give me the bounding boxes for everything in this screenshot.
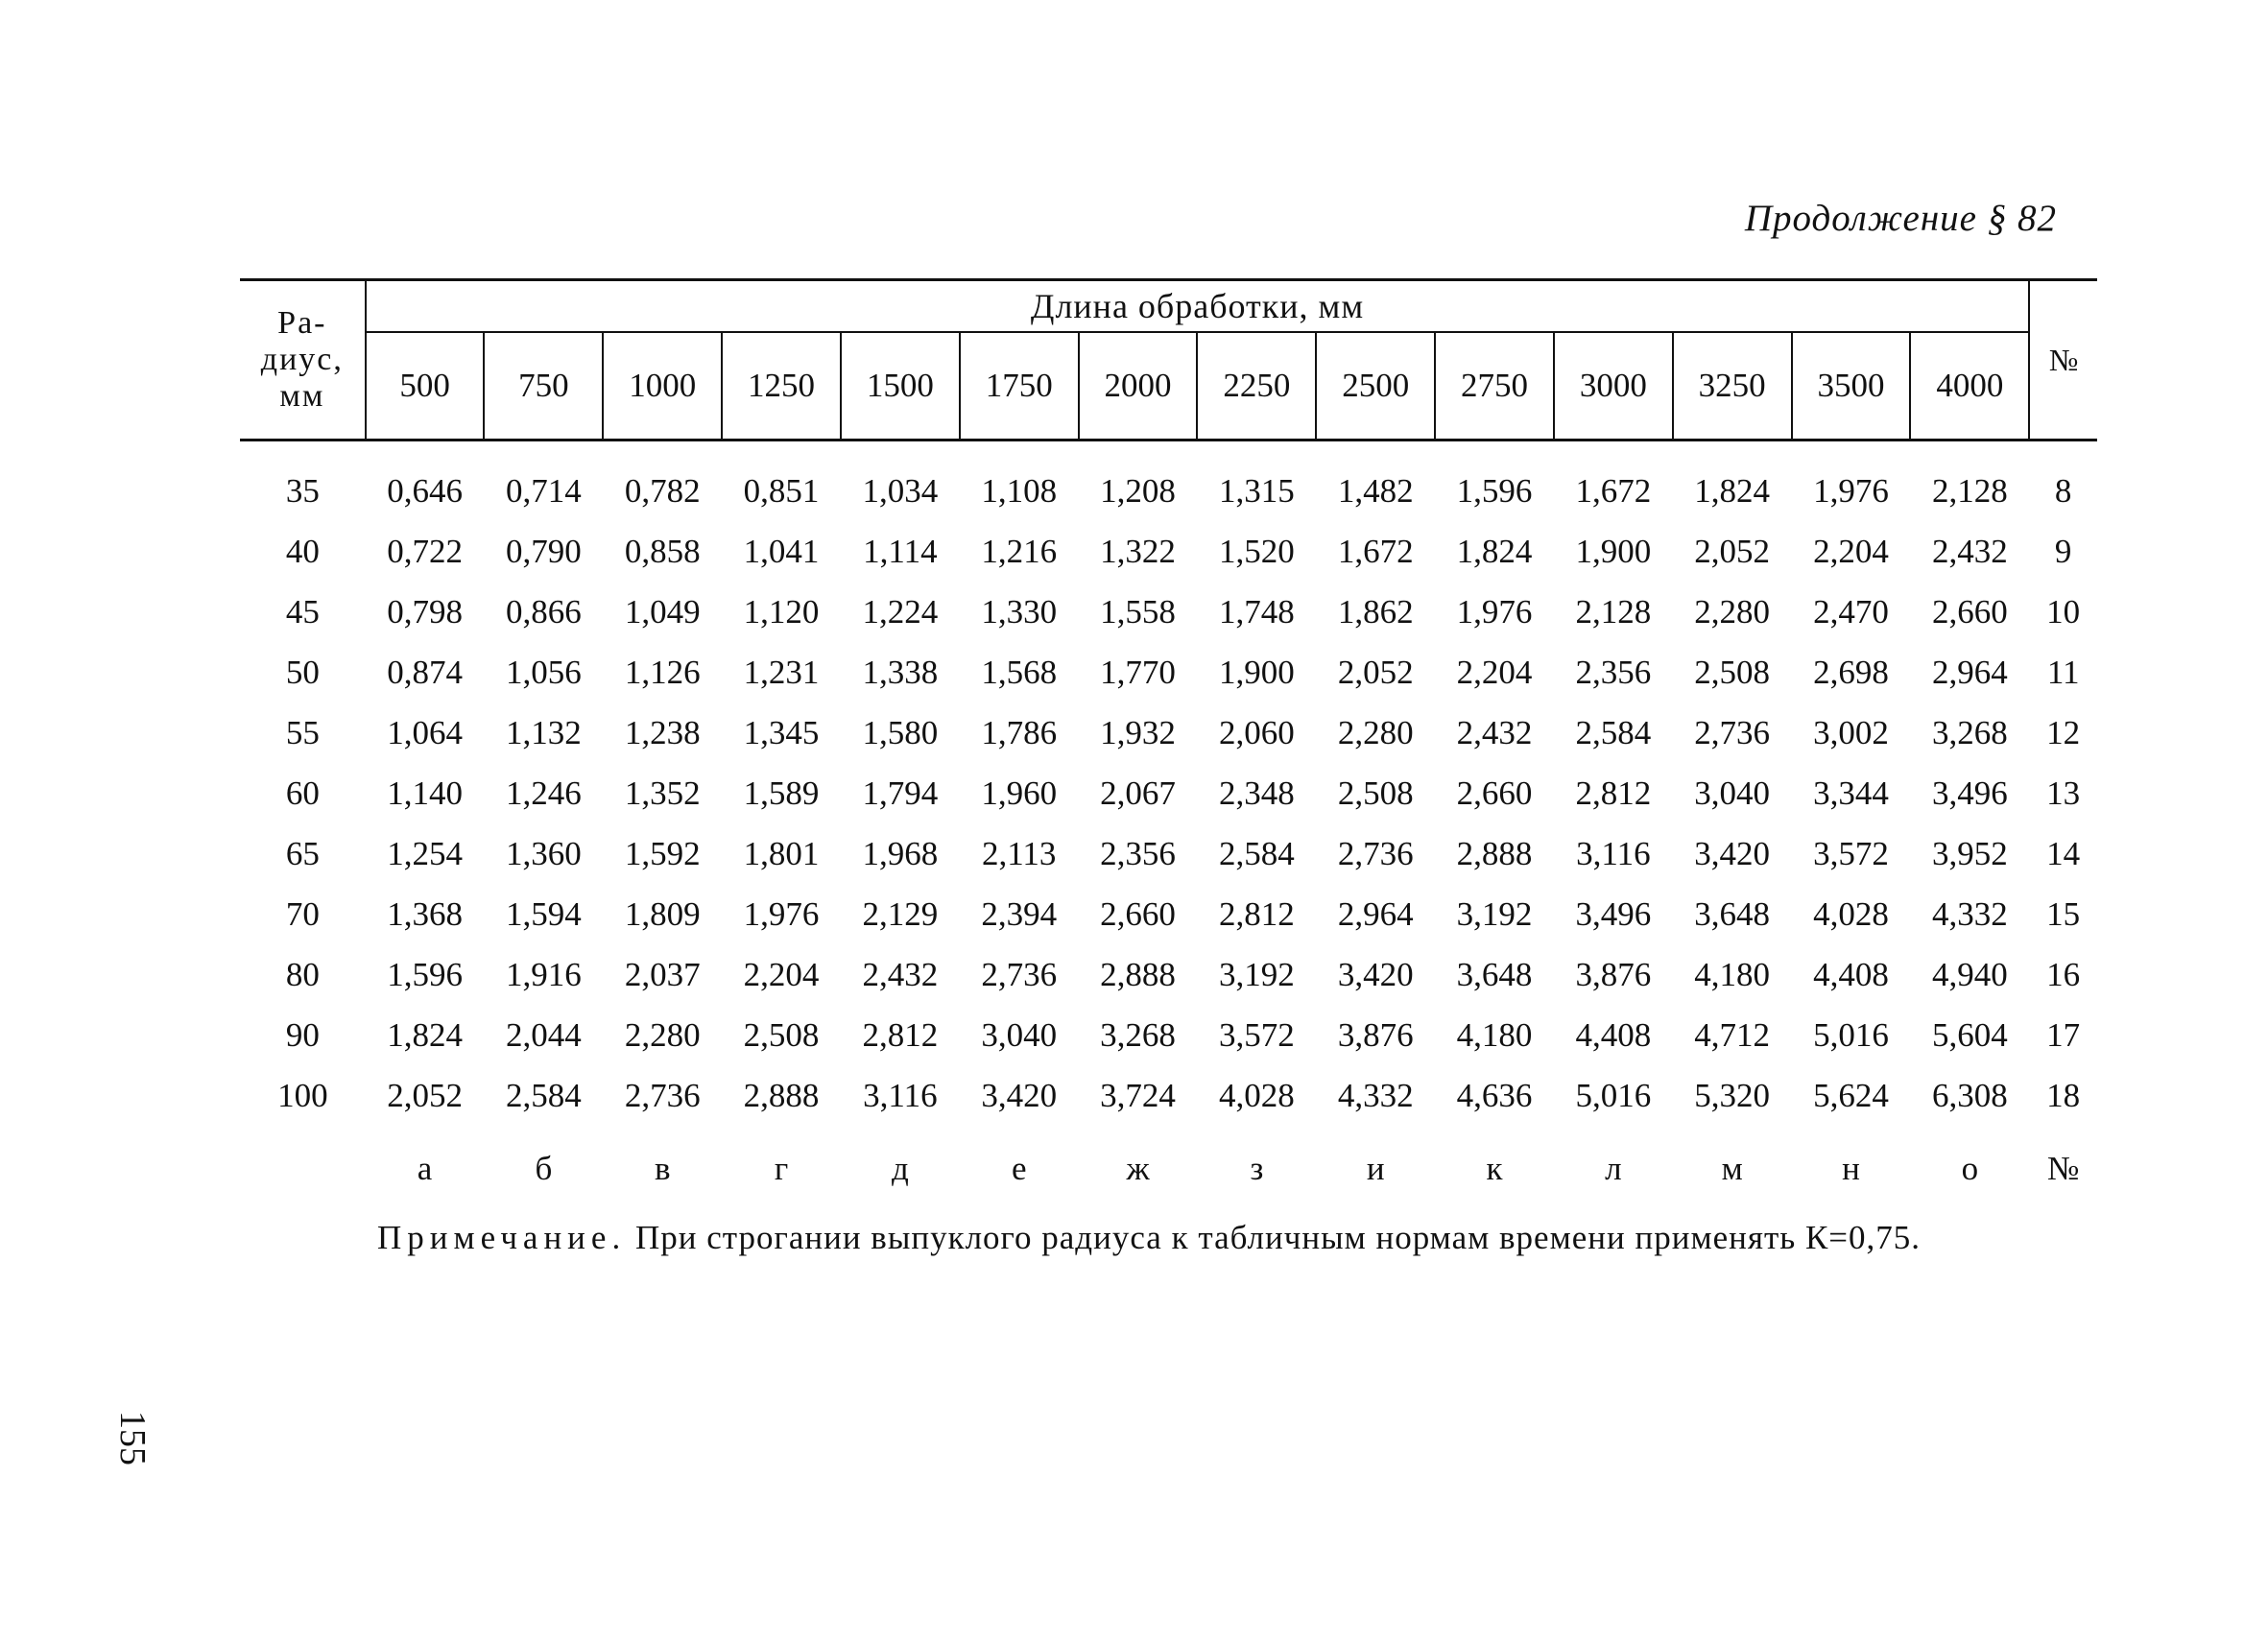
value-cell: 1,801 (743, 834, 820, 872)
value-cell: 0,874 (387, 653, 463, 691)
radius-cell: 35 (285, 471, 320, 510)
value-cell: 2,037 (624, 955, 701, 993)
table-row (240, 884, 2097, 944)
radius-header-line-1: Ра- (277, 305, 327, 341)
value-cell: 3,192 (1456, 894, 1533, 933)
value-cell: 3,040 (1694, 774, 1771, 812)
value-cell: 5,016 (1813, 1015, 1889, 1054)
length-header-cell: 2750 (1435, 332, 1554, 441)
note-label: Примечание. (377, 1219, 627, 1256)
value-cell: 2,888 (1456, 834, 1533, 872)
value-cell: 1,520 (1218, 532, 1295, 570)
value-cell: 3,116 (863, 1076, 938, 1114)
table-row (240, 521, 2097, 582)
value-cell: 2,698 (1813, 653, 1889, 691)
table-row (240, 1065, 2097, 1126)
row-number-cell: 13 (2046, 774, 2081, 812)
value-cell: 1,338 (862, 653, 939, 691)
value-cell: 2,052 (387, 1076, 463, 1114)
value-cell: 2,964 (1337, 894, 1414, 933)
value-cell: 1,049 (624, 592, 701, 631)
table-body (240, 441, 2097, 1213)
radius-cell: 60 (285, 774, 320, 812)
radius-cell: 40 (285, 532, 320, 570)
value-cell: 1,034 (862, 471, 939, 510)
value-cell: 2,204 (1456, 653, 1533, 691)
value-cell: 5,604 (1932, 1015, 2008, 1054)
value-cell: 1,246 (506, 774, 582, 812)
value-cell: 3,572 (1218, 1015, 1295, 1054)
value-cell: 1,120 (743, 592, 820, 631)
radius-header-line-2: диус, (260, 342, 344, 377)
radius-cell: 80 (285, 955, 320, 993)
value-cell: 4,712 (1694, 1015, 1771, 1054)
value-cell: 1,900 (1575, 532, 1652, 570)
value-cell: 4,940 (1932, 955, 2008, 993)
value-cell: 2,128 (1575, 592, 1652, 631)
value-cell: 1,824 (387, 1015, 463, 1054)
time-norms-table (240, 278, 2097, 1212)
length-header-cell: 1000 (603, 332, 722, 441)
value-cell: 2,204 (743, 955, 820, 993)
value-cell: 1,126 (624, 653, 701, 691)
radius-header-line-3: мм (279, 378, 325, 414)
value-cell: 2,736 (981, 955, 1058, 993)
row-number-cell: 10 (2046, 592, 2081, 631)
value-cell: 1,976 (743, 894, 820, 933)
value-cell: 1,932 (1100, 713, 1176, 751)
table-row (240, 944, 2097, 1005)
letters-row-spacer (240, 1126, 366, 1212)
value-cell: 1,786 (981, 713, 1058, 751)
value-cell: 3,496 (1575, 894, 1652, 933)
value-cell: 2,067 (1100, 774, 1176, 812)
length-header-cell: 1750 (960, 332, 1079, 441)
value-cell: 2,660 (1456, 774, 1533, 812)
value-cell: 1,770 (1100, 653, 1176, 691)
column-letter-cell: в (654, 1150, 671, 1187)
value-cell: 0,714 (506, 471, 582, 510)
value-cell: 3,040 (981, 1015, 1058, 1054)
radius-cell: 100 (277, 1076, 328, 1114)
value-cell: 1,254 (387, 834, 463, 872)
length-header-cell: 3250 (1673, 332, 1792, 441)
value-cell: 3,268 (1932, 713, 2008, 751)
column-letter-cell: б (535, 1150, 553, 1187)
value-cell: 1,592 (624, 834, 701, 872)
row-number-cell: 8 (2054, 471, 2072, 510)
letters-row-number-label: № (2046, 1150, 2080, 1187)
value-cell: 2,044 (506, 1015, 582, 1054)
value-cell: 1,114 (863, 532, 938, 570)
value-cell: 0,782 (624, 471, 701, 510)
value-cell: 2,356 (1100, 834, 1176, 872)
value-cell: 3,876 (1575, 955, 1652, 993)
value-cell: 2,736 (624, 1076, 701, 1114)
radius-cell: 70 (285, 894, 320, 933)
radius-cell: 90 (285, 1015, 320, 1054)
value-cell: 2,584 (1575, 713, 1652, 751)
value-cell: 4,408 (1575, 1015, 1652, 1054)
column-letter-cell: к (1486, 1150, 1503, 1187)
value-cell: 2,280 (624, 1015, 701, 1054)
value-cell: 1,231 (743, 653, 820, 691)
value-cell: 3,648 (1456, 955, 1533, 993)
value-cell: 4,028 (1218, 1076, 1295, 1114)
value-cell: 5,624 (1813, 1076, 1889, 1114)
column-letter-cell: н (1842, 1150, 1860, 1187)
value-cell: 4,180 (1456, 1015, 1533, 1054)
value-cell: 3,420 (1337, 955, 1414, 993)
value-cell: 0,851 (743, 471, 820, 510)
value-cell: 1,862 (1337, 592, 1414, 631)
length-header-cell: 1250 (722, 332, 841, 441)
value-cell: 3,876 (1337, 1015, 1414, 1054)
table-row (240, 642, 2097, 702)
value-cell: 2,432 (862, 955, 939, 993)
value-cell: 1,916 (506, 955, 582, 993)
table-row (240, 702, 2097, 763)
value-cell: 1,352 (624, 774, 701, 812)
table-row (240, 1005, 2097, 1065)
table-row (240, 763, 2097, 823)
value-cell: 2,280 (1337, 713, 1414, 751)
value-cell: 2,888 (743, 1076, 820, 1114)
length-header-cell: 3000 (1554, 332, 1673, 441)
value-cell: 1,322 (1100, 532, 1176, 570)
value-cell: 3,496 (1932, 774, 2008, 812)
row-number-header: № (2029, 280, 2097, 441)
length-header-cell: 750 (484, 332, 603, 441)
radius-cell: 55 (285, 713, 320, 751)
page-number: 155 (112, 1411, 153, 1465)
value-cell: 2,508 (1694, 653, 1771, 691)
value-cell: 1,558 (1100, 592, 1176, 631)
value-cell: 0,798 (387, 592, 463, 631)
value-cell: 2,660 (1932, 592, 2008, 631)
value-cell: 1,064 (387, 713, 463, 751)
value-cell: 6,308 (1932, 1076, 2008, 1114)
table-row (240, 823, 2097, 884)
length-header-cell: 3500 (1792, 332, 1911, 441)
value-cell: 2,584 (506, 1076, 582, 1114)
table-note (377, 1219, 2105, 1257)
value-cell: 1,748 (1218, 592, 1295, 631)
row-number-cell: 18 (2046, 1076, 2081, 1114)
value-cell: 2,348 (1218, 774, 1295, 812)
value-cell: 1,108 (981, 471, 1058, 510)
value-cell: 0,646 (387, 471, 463, 510)
value-cell: 2,584 (1218, 834, 1295, 872)
value-cell: 2,052 (1694, 532, 1771, 570)
value-cell: 2,508 (1337, 774, 1414, 812)
row-number-cell: 16 (2046, 955, 2081, 993)
value-cell: 2,432 (1932, 532, 2008, 570)
value-cell: 1,596 (387, 955, 463, 993)
column-letter-cell: а (417, 1150, 433, 1187)
value-cell: 2,508 (743, 1015, 820, 1054)
value-cell: 1,345 (743, 713, 820, 751)
value-cell: 2,736 (1694, 713, 1771, 751)
value-cell: 2,660 (1100, 894, 1176, 933)
value-cell: 1,809 (624, 894, 701, 933)
value-cell: 1,672 (1337, 532, 1414, 570)
value-cell: 4,180 (1694, 955, 1771, 993)
value-cell: 3,192 (1218, 955, 1295, 993)
value-cell: 1,794 (862, 774, 939, 812)
value-cell: 1,580 (862, 713, 939, 751)
column-letter-cell: д (891, 1150, 909, 1187)
column-letter-cell: л (1605, 1150, 1622, 1187)
value-cell: 5,016 (1575, 1076, 1652, 1114)
value-cell: 1,208 (1100, 471, 1176, 510)
length-header-cell: 2000 (1079, 332, 1198, 441)
value-cell: 1,589 (743, 774, 820, 812)
column-letter-cell: и (1366, 1150, 1385, 1187)
value-cell: 1,140 (387, 774, 463, 812)
value-cell: 4,332 (1932, 894, 2008, 933)
table-row (240, 441, 2097, 522)
lengths-header-row (240, 332, 2097, 441)
value-cell: 1,824 (1456, 532, 1533, 570)
length-header-cell: 500 (366, 332, 485, 441)
row-number-cell: 11 (2046, 653, 2080, 691)
value-cell: 2,470 (1813, 592, 1889, 631)
value-cell: 2,052 (1337, 653, 1414, 691)
value-cell: 4,636 (1456, 1076, 1533, 1114)
value-cell: 2,129 (862, 894, 939, 933)
continuation-heading: Продолжение § 82 (1744, 198, 2057, 239)
length-header-cell: 1500 (841, 332, 960, 441)
length-header-cell: 2500 (1316, 332, 1435, 441)
radius-cell: 50 (285, 653, 320, 691)
value-cell: 5,320 (1694, 1076, 1771, 1114)
value-cell: 1,568 (981, 653, 1058, 691)
value-cell: 2,394 (981, 894, 1058, 933)
value-cell: 3,572 (1813, 834, 1889, 872)
value-cell: 1,976 (1813, 471, 1889, 510)
value-cell: 0,866 (506, 592, 582, 631)
row-number-cell: 12 (2046, 713, 2081, 751)
value-cell: 1,224 (862, 592, 939, 631)
length-header-cell: 4000 (1910, 332, 2029, 441)
column-letters-row (240, 1126, 2097, 1212)
value-cell: 1,672 (1575, 471, 1652, 510)
column-letter-cell: е (1011, 1150, 1027, 1187)
value-cell: 1,900 (1218, 653, 1295, 691)
value-cell: 3,648 (1694, 894, 1771, 933)
value-cell: 0,722 (387, 532, 463, 570)
value-cell: 3,268 (1100, 1015, 1176, 1054)
row-number-cell: 9 (2054, 532, 2072, 570)
value-cell: 3,952 (1932, 834, 2008, 872)
value-cell: 2,812 (862, 1015, 939, 1054)
column-letter-cell: г (774, 1150, 789, 1187)
value-cell: 1,482 (1337, 471, 1414, 510)
value-cell: 1,315 (1218, 471, 1295, 510)
value-cell: 1,216 (981, 532, 1058, 570)
value-cell: 2,812 (1218, 894, 1295, 933)
value-cell: 0,858 (624, 532, 701, 570)
value-cell: 2,204 (1813, 532, 1889, 570)
value-cell: 4,332 (1337, 1076, 1414, 1114)
value-cell: 2,128 (1932, 471, 2008, 510)
value-cell: 0,790 (506, 532, 582, 570)
value-cell: 2,356 (1575, 653, 1652, 691)
value-cell: 2,432 (1456, 713, 1533, 751)
value-cell: 1,594 (506, 894, 582, 933)
value-cell: 3,420 (981, 1076, 1058, 1114)
value-cell: 2,280 (1694, 592, 1771, 631)
value-cell: 1,968 (862, 834, 939, 872)
length-header-cell: 2250 (1197, 332, 1316, 441)
column-letter-cell: з (1250, 1150, 1264, 1187)
value-cell: 1,596 (1456, 471, 1533, 510)
value-cell: 3,724 (1100, 1076, 1176, 1114)
column-letter-cell: м (1721, 1150, 1743, 1187)
value-cell: 4,408 (1813, 955, 1889, 993)
value-cell: 2,060 (1218, 713, 1295, 751)
value-cell: 3,002 (1813, 713, 1889, 751)
radius-cell: 45 (285, 592, 320, 631)
value-cell: 3,420 (1694, 834, 1771, 872)
radius-cell: 65 (285, 834, 320, 872)
column-letter-cell: ж (1126, 1150, 1150, 1187)
value-cell: 1,976 (1456, 592, 1533, 631)
value-cell: 1,132 (506, 713, 582, 751)
column-letter-cell: о (1961, 1150, 1979, 1187)
value-cell: 2,888 (1100, 955, 1176, 993)
value-cell: 1,330 (981, 592, 1058, 631)
note-text: При строгании выпуклого радиуса к табличным нормам времени применять К=0,75. (634, 1219, 1922, 1256)
value-cell: 4,028 (1813, 894, 1889, 933)
row-number-cell: 17 (2046, 1015, 2081, 1054)
value-cell: 2,812 (1575, 774, 1652, 812)
value-cell: 1,041 (743, 532, 820, 570)
value-cell: 1,238 (624, 713, 701, 751)
value-cell: 2,964 (1932, 653, 2008, 691)
processing-length-header: Длина обработки, мм (366, 280, 2030, 333)
row-number-cell: 14 (2046, 834, 2081, 872)
value-cell: 2,736 (1337, 834, 1414, 872)
radius-column-header (240, 280, 366, 441)
value-cell: 1,368 (387, 894, 463, 933)
row-number-cell: 15 (2046, 894, 2081, 933)
value-cell: 2,113 (981, 834, 1057, 872)
value-cell: 3,116 (1576, 834, 1651, 872)
table-row (240, 582, 2097, 642)
value-cell: 1,360 (506, 834, 582, 872)
value-cell: 1,824 (1694, 471, 1771, 510)
value-cell: 1,056 (506, 653, 582, 691)
value-cell: 3,344 (1813, 774, 1889, 812)
value-cell: 1,960 (981, 774, 1058, 812)
